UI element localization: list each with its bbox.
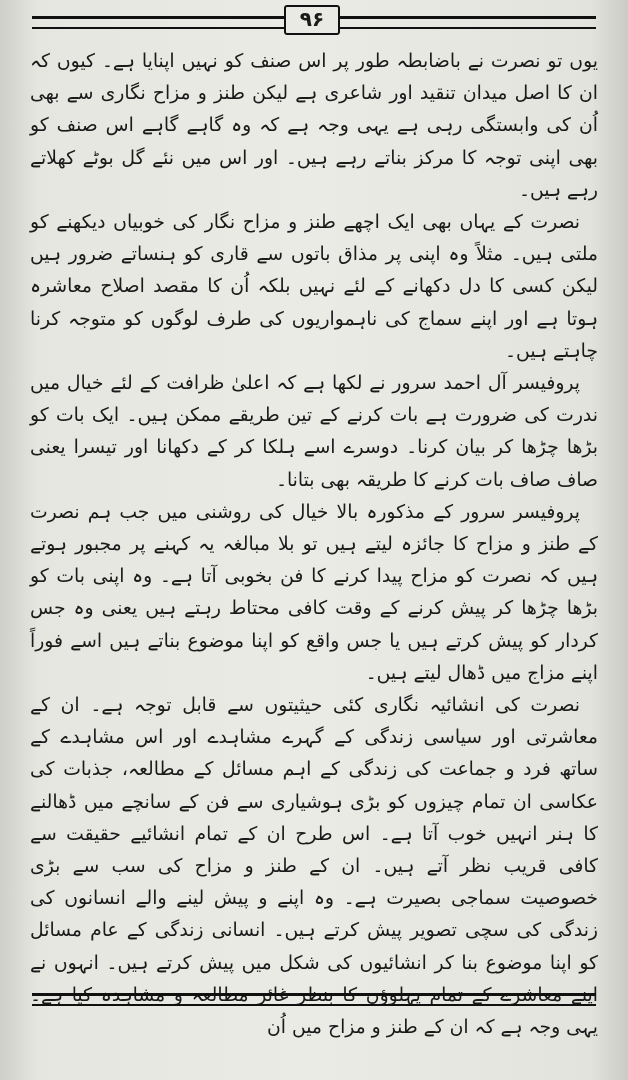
page-number: ۹۶ [284, 5, 340, 35]
paragraph: نصرت کے یہاں بھی ایک اچھے طنز و مزاح نگار کی خوبیاں دیکھنے کو ملتی ہیں۔ مثلاً وہ اپنی پر مذاق باتوں سے قاری کو ہنساتے ضرور ہیں لیکن کسی کا دل دکھانے کے لئے نہیں بلکہ اُن کا مقصد اصلاح معاشرہ ہوتا ہے اور اپنے سماج کی ناہمواریوں کی طرف لوگوں کو متوجہ کرنا چاہتے ہیں۔ [30, 212, 598, 362]
footer-rule [32, 993, 596, 1006]
paragraph: نصرت کی انشائیہ نگاری کئی حیثیتوں سے قابل توجہ ہے۔ ان کے معاشرتی اور سیاسی زندگی کے گہرے مشاہدے اور اس مشاہدے کے ساتھ فرد و جماعت کی زندگی کے اہم مسائل کے مطالعہ، جذبات کی عکاسی ان تمام چیزوں کو بڑی ہوشیاری سے فن کے سانچے میں ڈھالنے کا ہنر انہیں خوب آتا ہے۔ اس طرح ان کے تمام انشائیے حقیقت سے کافی قریب نظر آتے ہیں۔ ان کے طنز و مزاح کی سب سے بڑی خصوصیت سماجی بصیرت ہے۔ وہ اپنے و پیش لینے والے انسانوں کی زندگی کی سچی تصویر پیش کرتے ہیں۔ انسانی زندگی کے عام مسائل کو اپنا موضوع بنا کر انشائیوں کی شکل میں پیش کرتے ہیں۔ انہوں نے اپنے معاشرے کے تمام پہلوؤں کا بنظر غائر مطالعہ و مشاہدہ کیا ہے۔ یہی وجہ ہے کہ ان کے طنز و مزاح میں اُن [30, 695, 598, 1039]
paragraph: پروفیسر آل احمد سرور نے لکھا ہے کہ اعلیٰ ظرافت کے لئے خیال میں ندرت کی ضرورت ہے بات کرنے کے تین طریقے ممکن ہیں۔ ایک بات کو بڑھا چڑھا کر بیان کرنا۔ دوسرے اسے ہلکا کر کے دکھانا اور تیسرا یعنی صاف صاف بات کرنے کا طریقہ بھی بتانا۔ [30, 373, 598, 491]
paragraph: یوں تو نصرت نے باضابطہ طور پر اس صنف کو نہیں اپنایا ہے۔ کیوں کہ ان کا اصل میدان تنقید اور شاعری ہے لیکن طنز و مزاح نگاری سے بھی اُن کی وابستگی رہی ہے یہی وجہ ہے کہ وہ گاہے گاہے اس صنف کو بھی اپنی توجہ کا مرکز بناتے رہے ہیں۔ اور اس میں نئے گل بوٹے کھلاتے رہے ہیں۔ [30, 51, 598, 201]
body-text [30, 46, 598, 1039]
paragraph: پروفیسر سرور کے مذکورہ بالا خیال کی روشنی میں جب ہم نصرت کے طنز و مزاح کا جائزہ لیتے ہیں تو بلا مبالغہ یہ کہنے پر مجبور ہوتے ہیں کہ نصرت کو مزاح پیدا کرنے کا فن بخوبی آتا ہے۔ وہ اپنی بات کو بڑھا چڑھا کر پیش کرنے کے وقت کافی محتاط رہتے ہیں یعنی وہ جس کردار کو پیش کرتے ہیں یا جس واقع کو اپنا موضوع بناتے ہیں اسے فوراً اپنے مزاج میں ڈھال لیتے ہیں۔ [30, 501, 598, 684]
